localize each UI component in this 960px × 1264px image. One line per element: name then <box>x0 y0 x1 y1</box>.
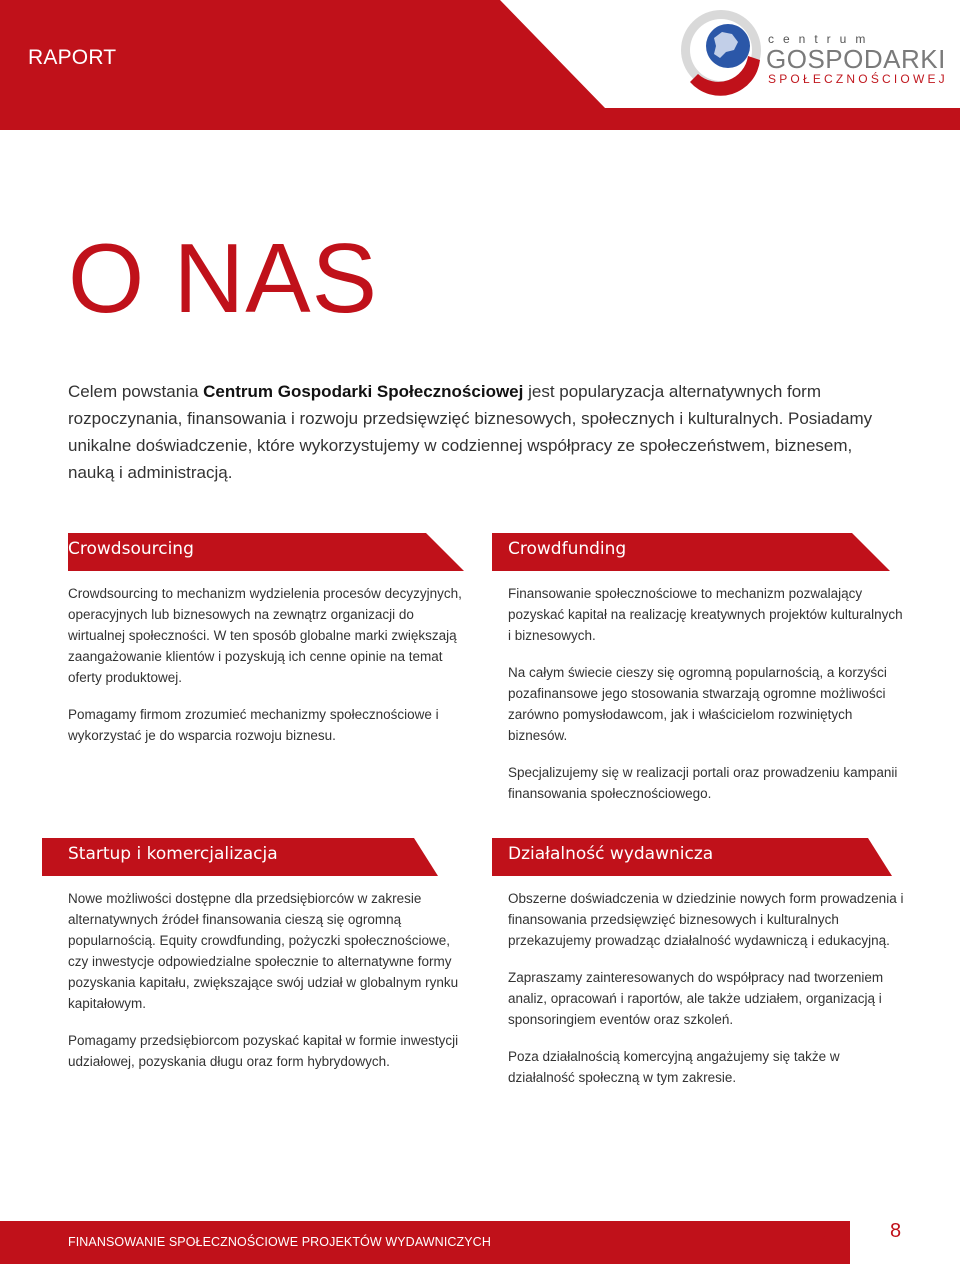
section-body <box>508 583 906 804</box>
logo <box>676 8 948 108</box>
page-title: O NAS <box>68 223 378 333</box>
section-paragraph: Finansowanie społecznościowe to mechanizm pozwalający pozyskać kapitał na realizację kreatywnych projektów kulturalnych i biznesowych. <box>508 586 903 643</box>
section-publishing <box>508 838 906 1104</box>
header-label: RAPORT <box>28 46 117 69</box>
section-paragraph: Obszerne doświadczenia w dziedzinie nowych form prowadzenia i finansowania przedsięwzięć biznesowych i kulturalnych przekazujemy prowadząc działalność wydawniczą i edukacyjną. <box>508 891 904 948</box>
section-paragraph: Specjalizujemy się w realizacji portali oraz prowadzeniu kampanii finansowania społecznościowego. <box>508 765 898 801</box>
section-banner <box>68 533 466 571</box>
section-crowdsourcing <box>68 533 466 762</box>
section-startup <box>68 838 466 1088</box>
section-title: Działalność wydawnicza <box>508 844 714 864</box>
intro-paragraph <box>68 378 898 486</box>
logo-text-middle: GOSPODARKI <box>766 44 946 74</box>
section-paragraph: Poza działalnością komercyjną angażujemy się także w działalność społeczną w tym zakresie. <box>508 1049 840 1085</box>
section-title: Startup i komercjalizacja <box>68 844 278 864</box>
section-paragraph: Zapraszamy zainteresowanych do współpracy nad tworzeniem analiz, opracowań i raportów, ale także udziałem, organizacją i sponsoringiem eventów oraz szkoleń. <box>508 970 884 1027</box>
logo-text-top: centrum <box>768 32 875 46</box>
section-banner <box>508 533 906 571</box>
section-body <box>68 888 466 1072</box>
section-paragraph: Na całym świecie cieszy się ogromną popularnością, a korzyści pozafinansowe jego stosowania stwarzają ogromne możliwości zarówno pomysłodawcom, jak i właścicielom rozwiniętych biznesów. <box>508 665 887 743</box>
section-body <box>508 888 906 1088</box>
section-paragraph: Crowdsourcing to mechanizm wydzielenia procesów decyzyjnych, operacyjnych lub biznesowych na zewnątrz organizacji do wirtualnej społeczności. W ten sposób globalne marki zwiększają zaangażowanie klientów i pozyskują ich cenne opinie na temat oferty produktowej. <box>68 586 462 685</box>
europe-globe-icon <box>676 8 766 108</box>
section-body <box>68 583 466 746</box>
section-paragraph: Nowe możliwości dostępne dla przedsiębiorców w zakresie alternatywnych źródeł finansowania cieszą się ogromną popularnością. Equity crowdfunding, pożyczki społecznościowe, czy inwestycje odpowiedzialne społecznie to alternatywne formy pozyskania kapitału, zwiększające swój udział w globalnym rynku kapitałowym. <box>68 891 459 1011</box>
section-title: Crowdfunding <box>508 539 627 559</box>
intro-text-end: jest popularyzacja alternatywnych form rozpoczynania, finansowania i rozwoju przedsięwzięć biznesowych, społecznych i kulturalnych. Posiadamy unikalne doświadczenie, które wykorzystujemy w codziennej współpracy ze społeczeństwem, biznesem, nauką i administracją. <box>68 382 873 482</box>
intro-organization-name: Centrum Gospodarki Społecznościowej <box>203 382 524 401</box>
section-paragraph: Pomagamy firmom zrozumieć mechanizmy społecznościowe i wykorzystać je do wsparcia rozwoju biznesu. <box>68 707 439 743</box>
page-number: 8 <box>890 1220 902 1242</box>
section-banner <box>508 838 906 876</box>
section-paragraph: Pomagamy przedsiębiorcom pozyskać kapitał w formie inwestycji udziałowej, pozyskania długu oraz form hybrydowych. <box>68 1033 459 1069</box>
section-title: Crowdsourcing <box>68 539 194 559</box>
section-banner <box>68 838 466 876</box>
logo-text-bottom: SPOŁECZNOŚCIOWEJ <box>768 72 948 86</box>
footer-text: FINANSOWANIE SPOŁECZNOŚCIOWE PROJEKTÓW WYDAWNICZYCH <box>68 1235 491 1249</box>
intro-text-start: Celem powstania <box>68 382 204 401</box>
section-crowdfunding <box>508 533 906 820</box>
